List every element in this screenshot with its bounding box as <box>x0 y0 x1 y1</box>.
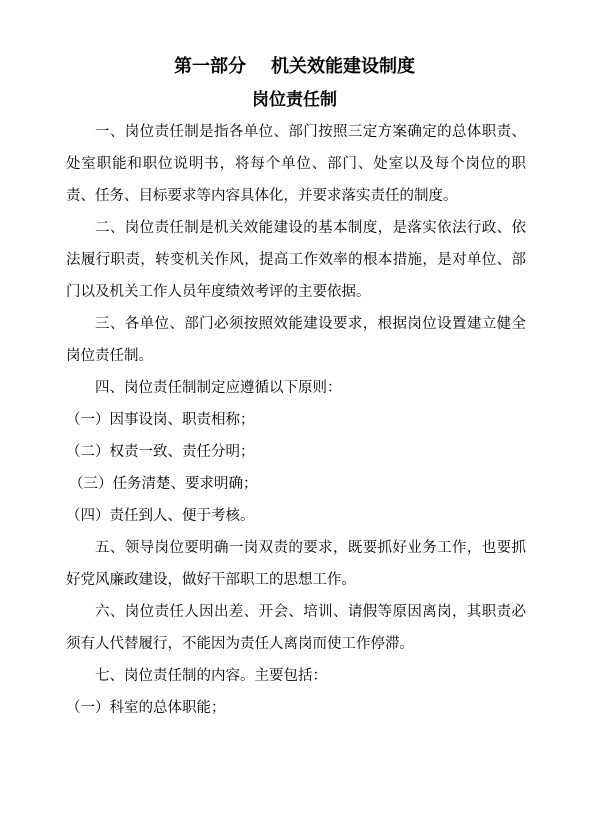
paragraph-5: 五、领导岗位要明确一岗双责的要求，既要抓好业务工作，也要抓好党风廉政建设，做好干部职工的思想工作。 <box>66 540 526 588</box>
principle-item-4: （四）责任到人、便于考核。 <box>66 508 255 524</box>
document-title: 第一部分 机关效能建设制度 <box>173 56 416 77</box>
document-subtitle: 岗位责任制 <box>252 90 337 110</box>
paragraph-1: 一、岗位责任制是指各单位、部门按照三定方案确定的总体职责、处室职能和职位说明书，将每个单位、部门、处室以及每个岗位的职责、任务、目标要求等内容具体化，并要求落实责任的制度。 <box>66 124 526 204</box>
paragraph-2: 二、岗位责任制是机关效能建设的基本制度，是落实依法行政、依法履行职责，转变机关作风，提高工作效率的根本措施，是对单位、部门以及机关工作人员年度绩效考评的主要依据。 <box>66 220 526 300</box>
principle-item-2: （二）权责一致、责任分明； <box>66 444 255 460</box>
content-item-1: （一）科室的总体职能； <box>66 700 226 716</box>
principle-item-3: （三）任务清楚、要求明确； <box>69 476 258 492</box>
document-body <box>66 116 526 724</box>
paragraph-3: 三、各单位、部门必须按照效能建设要求，根据岗位设置建立健全岗位责任制。 <box>66 316 526 364</box>
paragraph-7: 七、岗位责任制的内容。主要包括： <box>95 668 327 684</box>
principle-item-1: （一）因事设岗、职责相称； <box>66 412 255 428</box>
paragraph-6: 六、岗位责任人因出差、开会、培训、请假等原因离岗，其职责必须有人代替履行，不能因为责任人离岗而使工作停滞。 <box>66 604 526 652</box>
paragraph-4: 四、岗位责任制制定应遵循以下原则： <box>95 380 342 396</box>
